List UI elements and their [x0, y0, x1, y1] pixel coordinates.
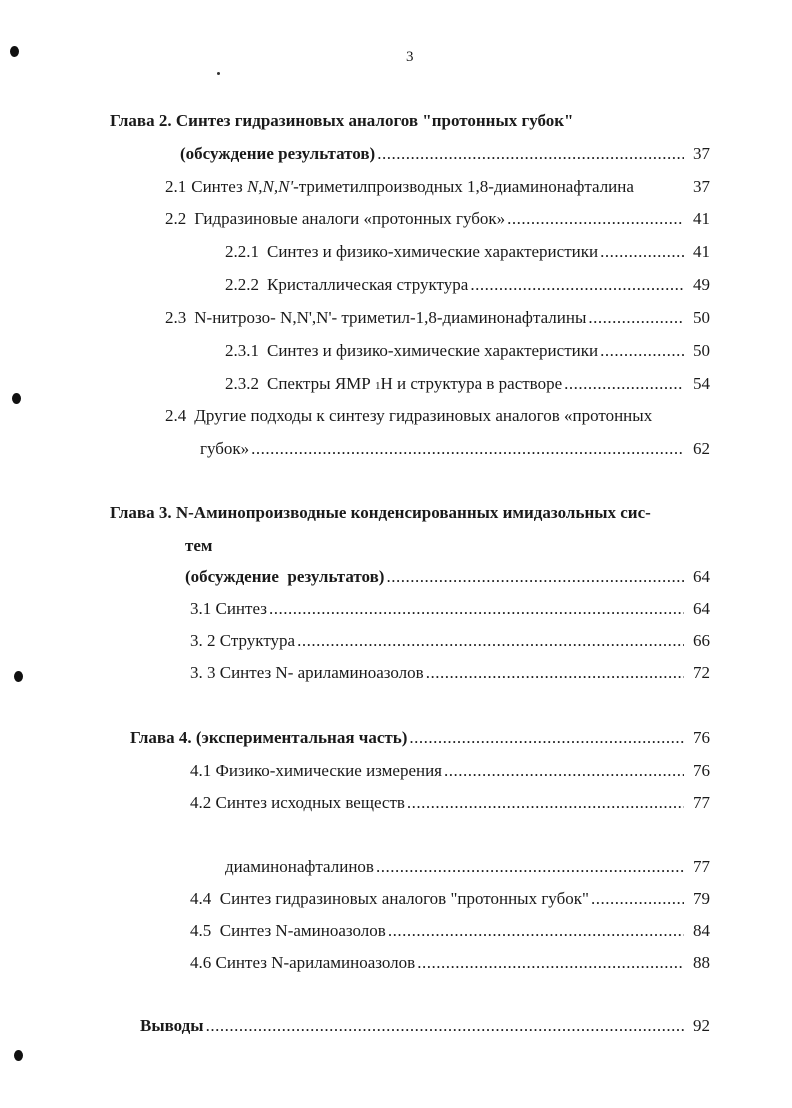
entry-text: Кристаллическая структура: [267, 275, 469, 294]
entry-text: 4.5 Синтез N-аминоазолов: [190, 921, 386, 940]
entry-number: 2.3.1: [225, 341, 259, 360]
entry-text: Синтез и физико-химические характеристики: [267, 242, 599, 261]
leader-dots: [407, 792, 684, 814]
toc-entry-2-4: [165, 405, 710, 427]
entry-text: N-нитрозо- N,N',N'- триметил-1,8-диаминонафталины: [194, 308, 587, 327]
toc-entry-2-1: [165, 176, 710, 198]
page-ref: 41: [693, 209, 710, 228]
chapter-3-title-cont: тем: [185, 536, 213, 555]
leader-dots: [507, 208, 684, 230]
page-ref: 50: [693, 341, 710, 360]
entry-text: 4.4 Синтез гидразиновых аналогов "протонных губок": [190, 889, 589, 908]
toc-entry-2-3-1: [225, 340, 710, 362]
page-number: 3: [406, 49, 414, 65]
entry-text: Гидразиновые аналоги «протонных губок»: [194, 209, 506, 228]
toc-entry-2-2-2: [225, 274, 710, 296]
punch-hole-mark: [14, 671, 23, 682]
entry-number: 2.2.2: [225, 275, 259, 294]
entry-number: 2.4: [165, 406, 187, 425]
entry-number: 2.3.2: [225, 374, 259, 393]
leader-dots: [377, 143, 684, 165]
leader-dots: [251, 438, 684, 460]
entry-number: 2.2.1: [225, 242, 259, 261]
chapter-2-subtitle: (обсуждение результатов): [180, 144, 376, 163]
toc-entry-4-3-cont: [225, 856, 710, 878]
page-ref: 92: [693, 1016, 710, 1035]
page-ref: 88: [693, 953, 710, 972]
toc-entry-4-5: [190, 920, 710, 942]
page-ref: 77: [693, 793, 710, 812]
page-ref: 84: [693, 921, 710, 940]
toc-entry-2-3: [165, 307, 710, 329]
toc-entry-3-2: [190, 630, 710, 652]
scan-speck: [217, 72, 220, 75]
page-ref: 72: [693, 663, 710, 682]
entry-text: Н и структура в растворе: [380, 374, 563, 393]
leader-dots: [600, 241, 684, 263]
toc-entry-4-4: [190, 888, 710, 910]
entry-text: 3. 2 Структура: [190, 631, 296, 650]
leader-dots: [426, 662, 684, 684]
entry-number: 2.2: [165, 209, 187, 228]
entry-italic: N,N,N': [246, 177, 294, 196]
toc-entry-4-2: [190, 792, 710, 814]
page-ref: 49: [693, 275, 710, 294]
leader-dots: [376, 856, 684, 878]
entry-text: 4.6 Синтез N-ариламиноазолов: [190, 953, 416, 972]
toc-entry-2-2-1: [225, 241, 710, 263]
page-ref: 41: [693, 242, 710, 261]
page-ref: 76: [693, 728, 710, 747]
chapter-3-subtitle: (обсуждение результатов): [185, 567, 385, 586]
leader-dots: [564, 373, 684, 395]
chapter-4-title-row: [130, 727, 710, 749]
chapter-3-title: Глава 3. N-Аминопроизводные конденсированных имидазольных сис-: [110, 503, 651, 522]
chapter-2-title: Глава 2. Синтез гидразиновых аналогов "протонных губок": [110, 111, 574, 130]
leader-dots: [588, 307, 684, 329]
page-ref: 62: [693, 439, 710, 458]
toc-entry-3-1: [190, 598, 710, 620]
leader-dots: [409, 727, 684, 749]
leader-dots: [470, 274, 684, 296]
page-ref: 37: [693, 144, 710, 163]
entry-text: Спектры ЯМР: [267, 374, 375, 393]
page-ref: 76: [693, 761, 710, 780]
punch-hole-mark: [14, 1050, 23, 1061]
page-ref: 66: [693, 631, 710, 650]
page-ref: 79: [693, 889, 710, 908]
leader-dots: [297, 630, 684, 652]
page-ref: 77: [693, 857, 710, 876]
punch-hole-mark: [12, 393, 21, 404]
page-ref: 64: [693, 599, 710, 618]
entry-text: Синтез: [191, 177, 247, 196]
entry-number: 2.1: [165, 177, 187, 196]
chapter-2-subtitle-row: [180, 143, 710, 165]
leader-dots: [386, 566, 684, 588]
entry-text: 3. 3 Синтез N- ариламиноазолов: [190, 663, 424, 682]
punch-hole-mark: [10, 46, 19, 57]
toc-entry-2-4-cont: [200, 438, 710, 460]
page-ref: 64: [693, 567, 710, 586]
conclusions-row: [140, 1015, 710, 1037]
leader-dots: [206, 1015, 684, 1037]
entry-text: 4.2 Синтез исходных веществ: [190, 793, 405, 812]
toc-entry-3-3: [190, 662, 710, 684]
entry-text: Другие подходы к синтезу гидразиновых аналогов «протонных: [194, 406, 653, 425]
page-ref: 37: [693, 177, 710, 196]
entry-text: губок»: [200, 439, 250, 458]
entry-text: 3.1 Синтез: [190, 599, 267, 618]
entry-text: -триметилпроизводных 1,8-диаминонафталина: [293, 177, 634, 196]
toc-entry-4-6: [190, 952, 710, 974]
toc-entry-2-2: [165, 208, 710, 230]
entry-text: 4.1 Физико-химические измерения: [190, 761, 443, 780]
page-ref: 54: [693, 374, 710, 393]
toc-entry-2-3-2: [225, 373, 710, 397]
conclusions-title: Выводы: [140, 1016, 204, 1035]
chapter-4-title: Глава 4. (экспериментальная часть): [130, 728, 408, 747]
leader-dots: [600, 340, 684, 362]
page-ref: 50: [693, 308, 710, 327]
leader-dots: [417, 952, 684, 974]
entry-text: диаминонафталинов: [225, 857, 374, 876]
leader-dots: [269, 598, 684, 620]
entry-number: 2.3: [165, 308, 187, 327]
leader-dots: [591, 888, 684, 910]
entry-text: Синтез и физико-химические характеристики: [267, 341, 599, 360]
leader-dots: [444, 760, 684, 782]
toc-entry-4-1: [190, 760, 710, 782]
leader-dots: [388, 920, 684, 942]
chapter-3-subtitle-row: [185, 566, 710, 588]
superscript: 1: [375, 380, 381, 392]
